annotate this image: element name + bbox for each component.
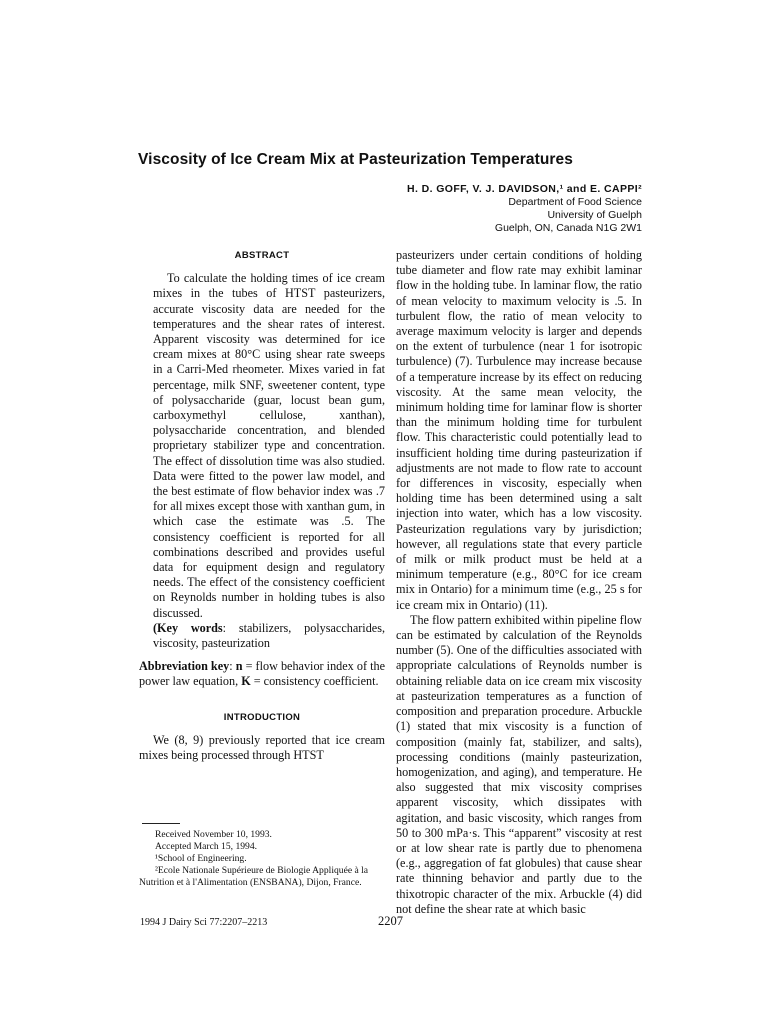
footnote-received: Received November 10, 1993.	[155, 829, 272, 840]
author-names: H. D. GOFF, V. J. DAVIDSON,¹ and E. CAPPI²	[407, 183, 642, 195]
affiliation-line: University of Guelph	[547, 209, 642, 221]
body-paragraph: pasteurizers under certain conditions of holding tube diameter and flow rate may exhibit laminar flow in the holding tube. In laminar flow, the ratio of mean velocity to maximum velocity is .5. In turbulent flow, the ratio of mean velocity to average maximum velocity is larger and depends on the extent of turbulence (near 1 for isotropic turbulence) (7). Turbulence may increase because of a temperature increase by its effect on reducing viscosity. At the same mean velocity, the minimum holding time for laminar flow is shorter than the minimum holding time for turbulent flow. This characteristic could potentially lead to insufficient holding time during pasteurization if adjustments are not made to flow rate to account for differences in viscosity, especially when holding time has been determined using a salt injection into water, which has a low viscosity. Pasteurization regulations vary by jurisdiction; however, all regulations state that every particle of milk or milk product must be held at a minimum temperature (e.g., 80°C for ice cream mix in Ontario) for a minimum time (e.g., 25 s for ice cream mix in Ontario) (11).	[396, 248, 642, 612]
footnote-rule	[142, 823, 180, 824]
keywords-label: (Key words	[153, 620, 223, 635]
keywords-text: : stabilizers, polysaccharides, viscosity, pasteurization	[153, 620, 385, 651]
abbreviation-k: K	[241, 674, 251, 689]
abbreviation-sep: :	[229, 659, 236, 674]
journal-citation: 1994 J Dairy Sci 77:2207–2213	[140, 917, 268, 928]
page-number: 2207	[378, 914, 403, 928]
abbreviation-label: Abbreviation key	[139, 659, 230, 674]
abbreviation-n: n	[235, 659, 243, 674]
footnote-1: ¹School of Engineering.	[155, 853, 247, 864]
abstract-text	[139, 271, 385, 651]
keywords	[153, 621, 385, 651]
introduction-paragraph: We (8, 9) previously reported that ice cream mixes being processed through HTST	[139, 732, 385, 763]
body-paragraph: The flow pattern exhibited within pipeline flow can be estimated by calculation of the Reynolds number (5). One of the difficulties associated with appropriate calculations of Reynolds number is obtaining reliable data on ice cream mix viscosity at pasteurization temperatures as a function of composition and preparation procedure. Arbuckle (1) stated that mix viscosity is a function of composition (mainly fat, stabilizer, and salts), processing conditions (mainly pasteurization, homogenization, and aging), and temperature. He also suggested that mix viscosity comprises apparent viscosity, which dissipates with agitation, and basic viscosity, which ranges from 50 to 300 mPa·s. This “apparent” viscosity at rest or at low shear rate is partly due to phenomena (e.g., aggregation of fat globules) that cause shear rate thinning behavior and partly due to the thixotropic character of the mix. Arbuckle (4) did not define the shear rate at which basic	[396, 612, 642, 916]
footnote-accepted: Accepted March 15, 1994.	[155, 841, 258, 852]
left-column	[139, 248, 385, 763]
abbreviation-key	[139, 659, 385, 689]
abstract-paragraph: To calculate the holding times of ice cream mixes in the tubes of HTST pasteurizers, accurate viscosity data are needed for the temperatures and the shear rates of interest. Apparent viscosity was determined for ice cream mixes at 80°C using shear rate sweeps in a Carri-Med rheometer. Mixes varied in fat percentage, milk SNF, sweetener content, type of polysaccharide (guar, locust bean gum, carboxymethyl cellulose, xanthan), polysaccharide concentration, and blended proprietary stabilizer type and concentration. The effect of dissolution time was also studied. Data were fitted to the power law model, and the best estimate of flow behavior index was .7 for all mixes except those with xanthan gum, in which case the estimate was .5. The consistency coefficient is reported for all combinations described and provides useful data for equipment design and regulatory needs. The effect of the consistency coefficient on Reynolds number in holding tubes is also discussed.	[153, 271, 385, 620]
author-block	[407, 183, 642, 235]
right-column	[396, 248, 642, 917]
footnote-2: ²Ecole Nationale Supérieure de Biologie Appliquée à la Nutrition et à l'Alimentation (ENSBANA), Dijon, France.	[139, 865, 369, 888]
affiliation-line: Department of Food Science	[508, 196, 642, 208]
abstract-heading: ABSTRACT	[234, 250, 290, 261]
article-title: Viscosity of Ice Cream Mix at Pasteurization Temperatures	[138, 151, 573, 168]
introduction-heading: INTRODUCTION	[223, 711, 301, 723]
footnotes	[139, 829, 385, 889]
abbreviation-n-def: = flow behavior index of the power law equation,	[139, 659, 385, 689]
abbreviation-k-def: = consistency coefficient.	[250, 674, 379, 689]
affiliation-line: Guelph, ON, Canada N1G 2W1	[494, 222, 642, 234]
